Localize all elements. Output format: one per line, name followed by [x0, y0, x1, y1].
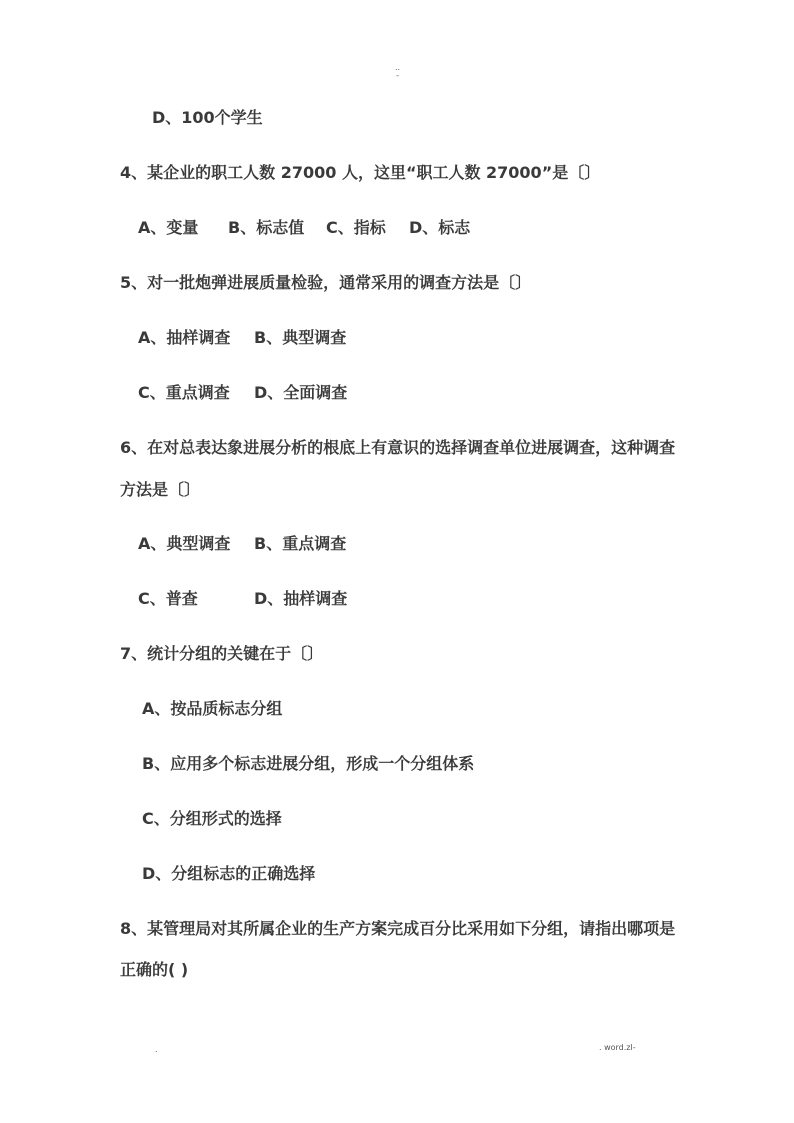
q4-option-c: C、指标	[326, 218, 386, 237]
q5-option-b: B、典型调查	[254, 328, 347, 347]
q7-option-d: D、分组标志的正确选择	[142, 864, 316, 883]
q6-option-b: B、重点调查	[254, 534, 347, 553]
q4-option-b: B、标志值	[228, 218, 305, 237]
q5-option-a: A、抽样调查	[138, 328, 231, 347]
header-marks-bottom: -	[396, 71, 399, 80]
q7-option-b: B、应用多个标志进展分组，形成一个分组体系	[142, 754, 475, 773]
header-marks-top: ..	[395, 63, 401, 72]
footer-left-mark: .	[155, 1045, 158, 1054]
question-8-text-line1: 8、某管理局对其所属企业的生产方案完成百分比采用如下分组，请指出哪项是	[120, 919, 676, 938]
question-6-text-line1: 6、在对总表达象进展分析的根底上有意识的选择调查单位进展调查，这种调查	[120, 438, 676, 457]
q6-option-d: D、抽样调查	[254, 589, 348, 608]
q6-option-a: A、典型调查	[138, 534, 231, 553]
question-7-text: 7、统计分组的关键在于〔〕	[120, 644, 324, 663]
q5-option-d: D、全面调查	[254, 383, 348, 402]
question-4-text: 4、某企业的职工人数 27000 人，这里“职工人数 27000”是〔〕	[120, 163, 601, 182]
q3-option-d: D、100个学生	[152, 108, 263, 127]
question-8-text-line2: 正确的( )	[120, 960, 189, 979]
q5-option-c: C、重点调查	[138, 383, 230, 402]
q6-option-c: C、普查	[138, 589, 198, 608]
q7-option-a: A、按品质标志分组	[142, 699, 283, 718]
question-5-text: 5、对一批炮弹进展质量检验，通常采用的调查方法是〔〕	[120, 273, 532, 292]
footer-right-mark: . word.zl-	[599, 1043, 636, 1052]
q4-option-a: A、变量	[138, 218, 199, 237]
question-6-text-line2: 方法是〔〕	[120, 480, 201, 499]
q7-option-c: C、分组形式的选择	[142, 809, 282, 828]
page-header	[395, 64, 400, 80]
q4-option-d: D、标志	[409, 218, 471, 237]
